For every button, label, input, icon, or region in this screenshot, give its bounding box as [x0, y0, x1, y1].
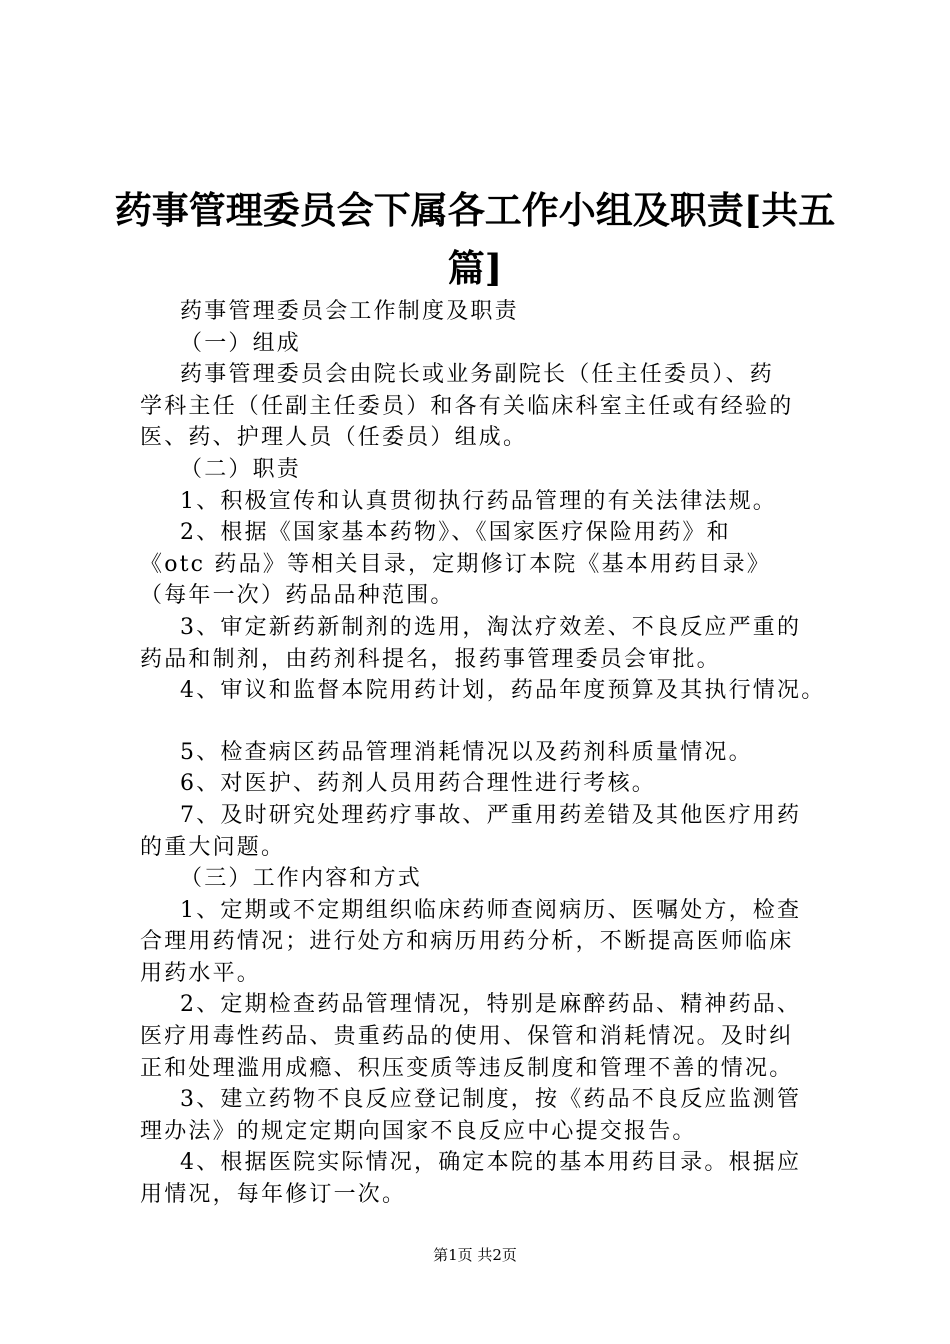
document-body	[140, 296, 860, 1211]
paragraph-line: 3、建立药物不良反应登记制度，按《药品不良反应监测管	[180, 1087, 802, 1113]
paragraph-line: 4、审议和监督本院用药计划，药品年度预算及其执行情况。	[180, 678, 826, 704]
paragraph-line: 学科主任（任副主任委员）和各有关临床科室主任或有经验的	[140, 393, 794, 419]
paragraph-line: 医、药、护理人员（任委员）组成。	[140, 425, 528, 451]
paragraph-line: 3、审定新药新制剂的选用，淘汰疗效差、不良反应严重的	[180, 614, 802, 640]
document-title-line-2: 篇]	[447, 246, 503, 290]
paragraph-line: 药事管理委员会工作制度及职责	[180, 299, 519, 324]
paragraph-line: 药事管理委员会由院长或业务副院长（任主任委员）、药	[180, 362, 775, 388]
paragraph-line: 1、积极宣传和认真贯彻执行药品管理的有关法律法规。	[180, 488, 777, 514]
section-heading: （二）职责	[180, 456, 302, 482]
page-footer: 第1页 共2页	[433, 1246, 517, 1264]
paragraph-line: 6、对医护、药剂人员用药合理性进行考核。	[180, 771, 656, 797]
paragraph-line: 医疗用毒性药品、贵重药品的使用、保管和消耗情况。及时纠	[140, 1024, 794, 1050]
paragraph-line: 《otc 药品》等相关目录，定期修订本院《基本用药目录》	[140, 551, 772, 577]
section-heading: （三）工作内容和方式	[180, 866, 423, 892]
blank-line	[140, 707, 860, 737]
section-heading: （一）组成	[180, 330, 302, 356]
paragraph-line: （每年一次）药品品种范围。	[140, 583, 455, 609]
paragraph-line: 5、检查病区药品管理消耗情况以及药剂科质量情况。	[180, 739, 753, 765]
paragraph-line: 药品和制剂，由药剂科提名，报药事管理委员会审批。	[140, 646, 721, 672]
paragraph-line: 2、根据《国家基本药物》、《国家医疗保险用药》和	[180, 520, 731, 546]
paragraph-line: 用情况，每年修订一次。	[140, 1182, 407, 1208]
paragraph-line: 正和处理滥用成瘾、积压变质等违反制度和管理不善的情况。	[140, 1055, 794, 1081]
paragraph-line: 理办法》的规定定期向国家不良反应中心提交报告。	[140, 1118, 697, 1144]
paragraph-line: 合理用药情况；进行处方和病历用药分析，不断提高医师临床	[140, 929, 794, 955]
paragraph-line: 用药水平。	[140, 960, 262, 986]
paragraph-line: 2、定期检查药品管理情况，特别是麻醉药品、精神药品、	[180, 992, 802, 1018]
document-title-line-1: 药事管理委员会下属各工作小组及职责[共五	[114, 188, 836, 232]
paragraph-line: 1、定期或不定期组织临床药师查阅病历、医嘱处方，检查	[180, 897, 802, 923]
paragraph-line: 的重大问题。	[140, 834, 286, 860]
paragraph-line: 7、及时研究处理药疗事故、严重用药差错及其他医疗用药	[180, 802, 802, 828]
paragraph-line: 4、根据医院实际情况，确定本院的基本用药目录。根据应	[180, 1150, 802, 1176]
